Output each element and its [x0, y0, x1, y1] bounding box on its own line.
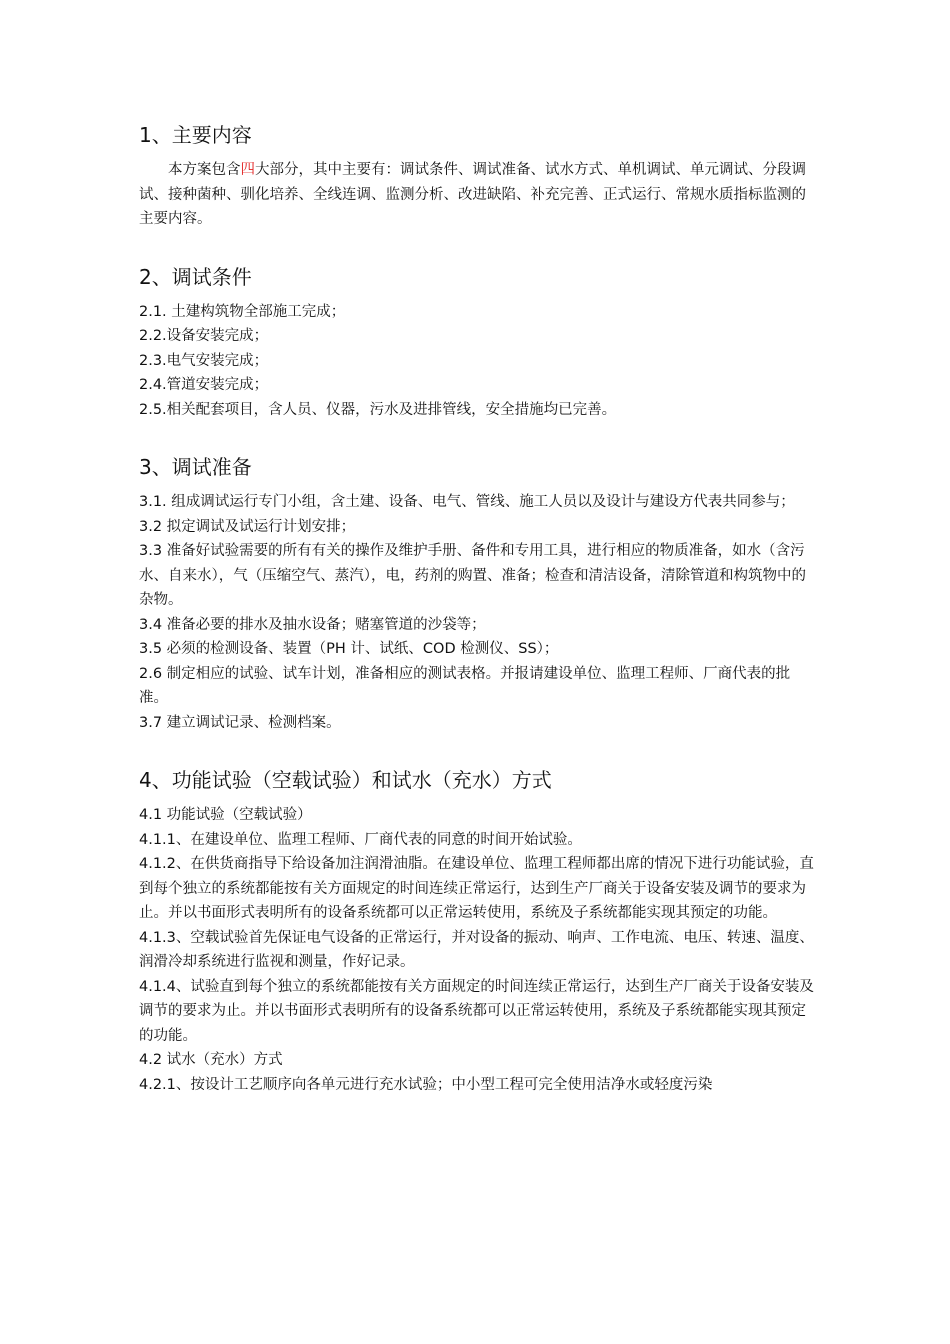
intro-highlight-number: 四 — [240, 162, 255, 178]
list-item: 3.4 准备必要的排水及抽水设备；赌塞管道的沙袋等； — [139, 616, 486, 633]
section-1-intro — [139, 158, 815, 232]
list-item: 2.6 制定相应的试验、试车计划，准备相应的测试表格。并报请建设单位、监理工程师、厂商代表的批准。 — [139, 665, 791, 706]
section-1-heading: 1、主要内容 — [139, 123, 252, 147]
list-item: 4.1.1、在建设单位、监理工程师、厂商代表的同意的时间开始试验。 — [139, 831, 582, 848]
list-item: 3.7 建立调试记录、检测档案。 — [139, 714, 341, 731]
document-page — [139, 118, 815, 1097]
section-4-list — [139, 803, 815, 1097]
section-2-heading: 2、调试条件 — [139, 264, 252, 289]
list-item: 4.1.2、在供货商指导下给设备加注润滑油脂。在建设单位、监理工程师都出席的情况下进行功能试验，直到每个独立的系统都能按有关方面规定的时间连续正常运行，达到生产厂商关于设备安装及调节的要求为止。并以书面形式表明所有的设备系统都可以正常运转使用，系统及子系统都能实现其预定的功能。 — [139, 856, 814, 921]
list-item: 3.3 准备好试验需要的所有有关的操作及维护手册、备件和专用工具，进行相应的物质准备，如水（含污水、自来水），气（压缩空气、蒸汽），电，药剂的购置、准备；检查和清洁设备，清除管道和构筑物中的杂物。 — [139, 543, 806, 608]
list-item: 3.2 拟定调试及试运行计划安排； — [139, 518, 356, 535]
list-item: 2.3.电气安装完成； — [139, 352, 269, 369]
section-2-list — [139, 300, 815, 423]
section-3-heading: 3、调试准备 — [139, 455, 252, 479]
list-item: 2.2.设备安装完成； — [139, 328, 269, 344]
list-item: 3.5 必须的检测设备、装置（PH 计、试纸、COD 检测仪、SS）； — [139, 641, 559, 657]
intro-text-before: 本方案包含 — [168, 162, 241, 178]
list-item: 4.1.3、空载试验首先保证电气设备的正常运行，并对设备的振动、响声、工作电流、电压、转速、温度、润滑冷却系统进行监视和测量，作好记录。 — [139, 929, 814, 970]
list-item: 2.4.管道安装完成； — [139, 377, 269, 393]
section-3-list — [139, 490, 815, 735]
intro-text-after: 大部分，其中主要有：调试条件、调试准备、试水方式、单机调试、单元调试、分段调试、接种菌种、驯化培养、全线连调、监测分析、改进缺陷、补充完善、正式运行、常规水质指标监测的主要内容。 — [139, 162, 806, 227]
list-item: 2.5.相关配套项目，含人员、仪器，污水及进排管线，安全措施均已完善。 — [139, 401, 617, 418]
list-item: 3.1. 组成调试运行专门小组，含土建、设备、电气、管线、施工人员以及设计与建设方代表共同参与； — [139, 494, 795, 510]
section-4-heading: 4、功能试验（空载试验）和试水（充水）方式 — [139, 768, 552, 792]
subsection-heading: 4.1 功能试验（空载试验） — [139, 807, 312, 823]
list-item: 4.2.1、按设计工艺顺序向各单元进行充水试验；中小型工程可完全使用洁净水或轻度污染 — [139, 1076, 713, 1093]
list-item: 4.1.4、试验直到每个独立的系统都能按有关方面规定的时间连续正常运行，达到生产厂商关于设备安装及调节的要求为止。并以书面形式表明所有的设备系统都可以正常运转使用，系统及子系统都能实现其预定的功能。 — [139, 978, 814, 1044]
list-item: 2.1. 土建构筑物全部施工完成； — [139, 303, 346, 320]
subsection-heading: 4.2 试水（充水）方式 — [139, 1052, 283, 1068]
